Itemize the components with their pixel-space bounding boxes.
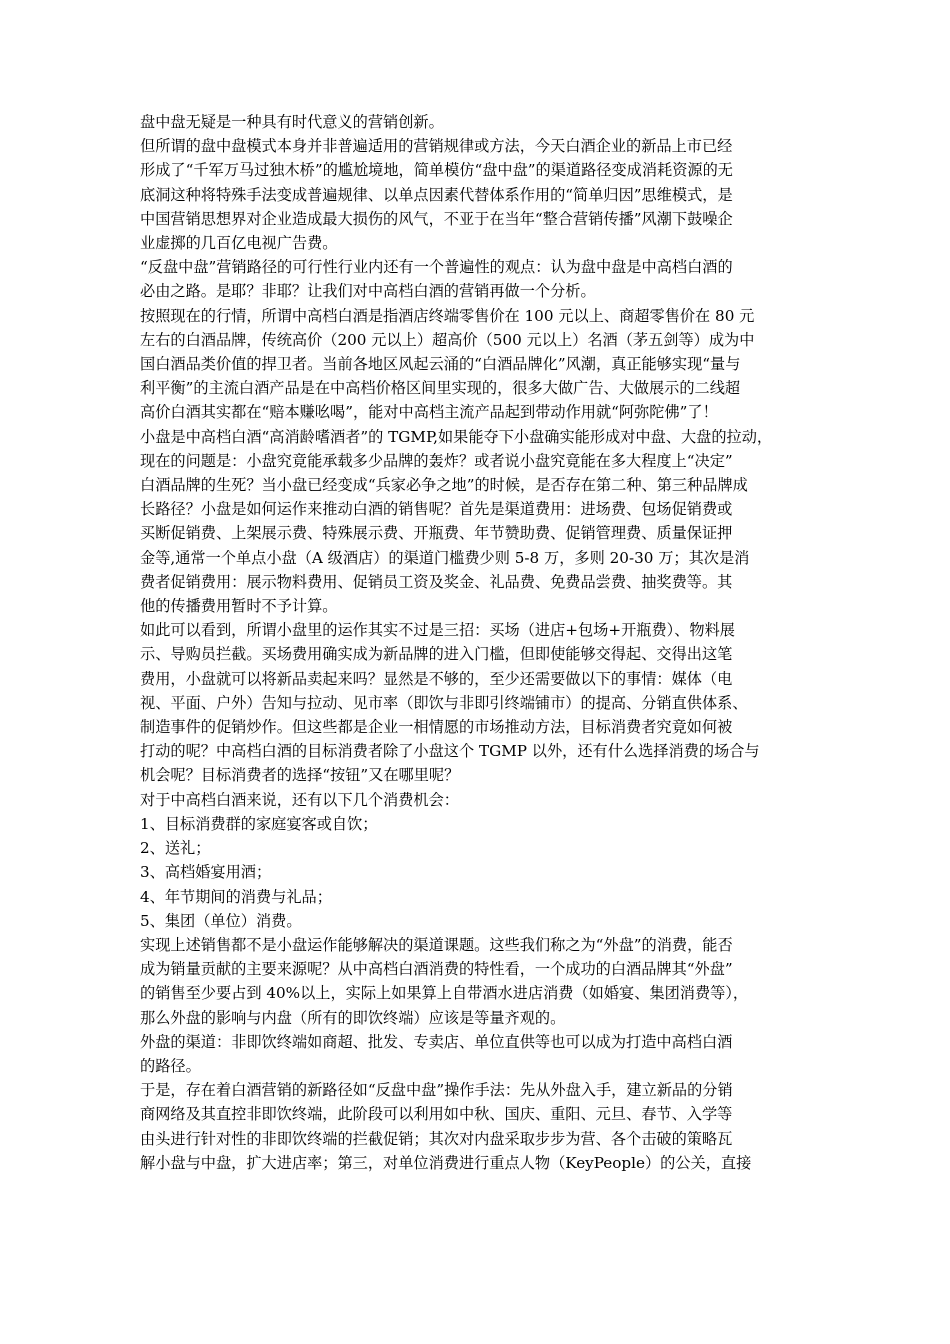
document-body	[140, 110, 820, 1175]
paragraph-criticism: 但所谓的盘中盘模式本身并非普遍适用的营销规律或方法，今天白酒企业的新品上市已经 形成了“千军万马过独木桥”的尴尬境地，简单模仿“盘中盘”的渠道路径变成消耗资源的无 底洞这种将特殊手法变成普遍规律、以单点因素代替体系作用的“简单归因”思维模式，是 中国营销思想界对企业造成最大损伤的风气，不亚于在当年“整合营销传播”风潮下鼓噪企 业虚掷的几百亿电视广告费。	[140, 137, 733, 253]
list-item-4: 4、年节期间的消费与礼品；	[140, 887, 332, 906]
paragraph-outer-channels: 外盘的渠道：非即饮终端如商超、批发、专卖店、单位直供等也可以成为打造中高档白酒 的路径。	[140, 1032, 733, 1075]
paragraph-outer-plate: 实现上述销售都不是小盘运作能够解决的渠道课题。这些我们称之为“外盘”的消费，能否 成为销量贡献的主要来源呢？从中高档白酒消费的特性看，一个成功的白酒品牌其“外盘” 的销售至少要占到 40%以上，实际上如果算上自带酒水进店消费（如婚宴、集团消费等）， 那么外盘的影响与内盘（所有的即饮终端）应该是等量齐观的。	[140, 935, 749, 1027]
list-item-5: 5、集团（单位）消费。	[140, 911, 302, 930]
list-item-2: 2、送礼；	[140, 839, 211, 858]
paragraph-three-moves: 如此可以看到，所谓小盘里的运作其实不过是三招：买场（进店+包场+开瓶费）、物料展 示、导购员拦截。买场费用确实成为新品牌的进入门槛，但即使能够交得起、交得出这笔 费用，小盘就可以将新品卖起来吗？显然是不够的，至少还需要做以下的事情：媒体（电 视、平面、户外）告知与拉动、见市率（即饮与非即引终端铺市）的提高、分销直供体系、 制造事件的促销炒作。但这些都是企业一相情愿的市场推动方法，目标消费者究竟如何被 打动的呢？中高档白酒的目标消费者除了小盘这个 TGMP 以外，还有什么选择消费的场合与 机会呢？目标消费者的选择“按钮”又在哪里呢？	[140, 621, 760, 785]
paragraph-anti-strategy: “反盘中盘”营销路径的可行性行业内还有一个普遍性的观点：认为盘中盘是中高档白酒的 必由之路。是耶？非耶？让我们对中高档白酒的营销再做一个分析。	[140, 258, 733, 301]
paragraph-new-path: 于是，存在着白酒营销的新路径如“反盘中盘”操作手法：先从外盘入手，建立新品的分销 商网络及其直控非即饮终端，此阶段可以利用如中秋、国庆、重阳、元旦、春节、入学等 由头进行针对性的非即饮终端的拦截促销；其次对内盘采取步步为营、各个击破的策略瓦 解小盘与中盘，扩大进店率；第三，对单位消费进行重点人物（KeyPeople）的公关，直接	[140, 1081, 752, 1172]
paragraph-opportunities-intro: 对于中高档白酒来说，还有以下几个消费机会：	[140, 790, 459, 809]
paragraph-market-price: 按照现在的行情，所谓中高档白酒是指酒店终端零售价在 100 元以上、商超零售价在 80 元 左右的白酒品牌，传统高价（200 元以上）超高价（500 元以上）名酒（茅五剑等）成为中 国白酒品类价值的捍卫者。当前各地区风起云涌的“白酒品牌化”风潮，真正能够实现“量与 利平衡”的主流白酒产品是在中高档价格区间里实现的，很多大做广告、大做展示的二线超 高价白酒其实都在“赔本赚吆喝”，能对中高档主流产品起到带动作用就“阿弥陀佛”了！	[140, 306, 755, 422]
paragraph-intro: 盘中盘无疑是一种具有时代意义的营销创新。	[140, 113, 444, 131]
paragraph-small-plate: 小盘是中高档白酒“高消龄嗜酒者”的 TGMP,如果能夺下小盘确实能形成对中盘、大盘的拉动， 现在的问题是：小盘究竟能承载多少品牌的轰炸？或者说小盘究竟能在多大程度上“决定” 白酒品牌的生死？当小盘已经变成“兵家必争之地”的时候，是否存在第二种、第三种品牌成 长路径？小盘是如何运作来推动白酒的销售呢？首先是渠道费用：进场费、包场促销费或 买断促销费、上架展示费、特殊展示费、开瓶费、年节赞助费、促销管理费、质量保证押 金等,通常一个单点小盘（A 级酒店）的渠道门槛费少则 5-8 万，多则 20-30 万；其次是消 费者促销费用：展示物料费用、促销员工资及奖金、礼品费、免费品尝费、抽奖费等。其 他的传播费用暂时不予计算。	[140, 427, 773, 616]
list-item-3: 3、高档婚宴用酒；	[140, 863, 272, 882]
list-item-1: 1、目标消费群的家庭宴客或自饮；	[140, 814, 378, 833]
